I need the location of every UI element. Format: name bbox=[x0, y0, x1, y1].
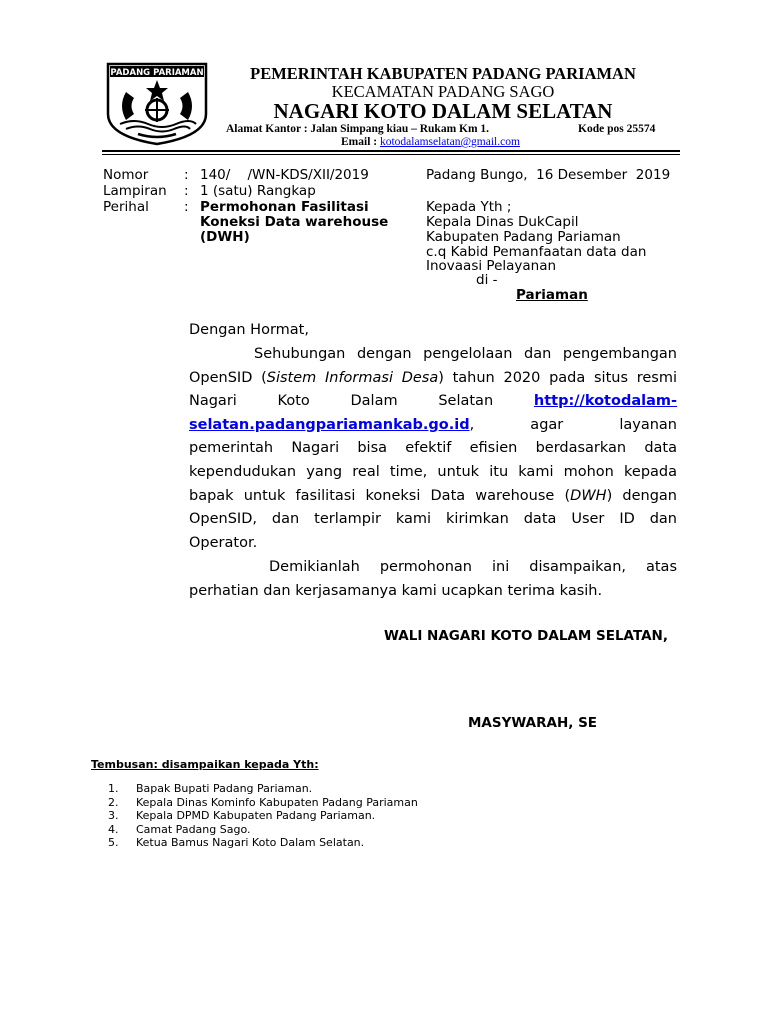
list-item: 4. Camat Padang Sago. bbox=[108, 822, 251, 836]
perihal-label: Perihal bbox=[103, 199, 149, 215]
tembusan-title: Tembusan: disampaikan kepada Yth: bbox=[91, 758, 319, 771]
recipient-place: Pariaman bbox=[516, 287, 588, 303]
recipient-line-4: Inovaasi Pelayanan bbox=[426, 258, 557, 274]
recipient-di: di - bbox=[476, 272, 498, 288]
p2-line-2: perhatian dan kerjasamanya kami ucapkan terima kasih. bbox=[189, 582, 603, 599]
body-paragraph-1 bbox=[189, 343, 677, 555]
body-paragraph-2 bbox=[189, 556, 677, 603]
lampiran-value: 1 (satu) Rangkap bbox=[200, 183, 316, 199]
p1-line-6: kependudukan yang real time, untuk itu kami mohon kepada bbox=[189, 463, 677, 480]
p1-line-8: OpenSID, dan terlampir kami kirimkan data User ID dan bbox=[189, 511, 677, 528]
email-link[interactable]: kotodalamselatan@gmail.com bbox=[379, 136, 520, 148]
list-item: 1. Bapak Bupati Padang Pariaman. bbox=[108, 782, 313, 795]
list-item: 3. Kepala DPMD Kabupaten Padang Pariaman. bbox=[108, 809, 376, 823]
recipient-kepada: Kepada Yth ; bbox=[426, 199, 512, 215]
postal-code: Kode pos 25574 bbox=[578, 123, 656, 135]
recipient-line-1: Kepala Dinas DukCapil bbox=[426, 214, 579, 230]
tembusan-list bbox=[108, 782, 418, 850]
letter-date: Padang Bungo, 16 Desember 2019 bbox=[426, 167, 671, 183]
opensid-expansion: Sistem Informasi Desa bbox=[266, 369, 439, 386]
perihal-colon: : bbox=[184, 199, 189, 215]
p1-line-4: selatan.padangpariamankab.go.id, agar layanan bbox=[189, 416, 677, 433]
signatory-name: MASYWARAH, SE bbox=[468, 715, 598, 731]
perihal-line-1: Permohonan Fasilitasi bbox=[200, 199, 369, 215]
perihal-line-2: Koneksi Data warehouse bbox=[200, 214, 389, 230]
p1-line-2: OpenSID (Sistem Informasi Desa) tahun 2020 pada situs resmi bbox=[189, 369, 677, 386]
nomor-value: 140/ /WN-KDS/XII/2019 bbox=[200, 167, 369, 183]
p1-line-9: Operator. bbox=[189, 534, 258, 551]
letterhead-line-1: PEMERINTAH KABUPATEN PADANG PARIAMAN bbox=[250, 64, 636, 83]
p2-line-1: Demikianlah permohonan ini disampaikan, atas bbox=[269, 559, 677, 575]
email-line bbox=[341, 136, 520, 148]
office-address: Alamat Kantor : Jalan Simpang kiau – Rukam Km 1. bbox=[226, 123, 490, 135]
dwh-abbr: DWH bbox=[570, 487, 607, 504]
logo-text: PADANG PARIAMAN bbox=[110, 68, 204, 78]
p1-line-5: pemerintah Nagari bisa efektif efisien berdasarkan data bbox=[189, 440, 677, 457]
list-item: 2. Kepala Dinas Kominfo Kabupaten Padang Pariaman bbox=[108, 795, 418, 809]
website-link-part-2[interactable]: selatan.padangpariamankab.go.id bbox=[189, 416, 470, 433]
email-label: Email : bbox=[341, 136, 378, 148]
letterhead-line-3: NAGARI KOTO DALAM SELATAN bbox=[273, 99, 613, 123]
perihal-line-3: (DWH) bbox=[200, 229, 250, 245]
nomor-label: Nomor bbox=[103, 167, 149, 183]
p1-line-3: Nagari Koto Dalam Selatan http://kotodalam- bbox=[189, 393, 678, 410]
recipient-line-3: c.q Kabid Pemanfaatan data dan bbox=[426, 244, 647, 260]
list-item: 5. Ketua Bamus Nagari Koto Dalam Selatan. bbox=[108, 836, 365, 850]
letterhead-rule-thick bbox=[102, 150, 680, 152]
greeting: Dengan Hormat, bbox=[189, 322, 309, 338]
p1-line-7: bapak untuk fasilitasi koneksi Data warehouse (DWH) dengan bbox=[189, 487, 677, 504]
p1-line-1: Sehubungan dengan pengelolaan dan pengembangan bbox=[254, 346, 677, 362]
website-link-part-1[interactable]: http://kotodalam- bbox=[533, 393, 678, 410]
letterhead-line-2: KECAMATAN PADANG SAGO bbox=[331, 82, 555, 101]
lampiran-label: Lampiran bbox=[103, 183, 167, 199]
nomor-colon: : bbox=[184, 167, 189, 183]
letterhead-rule-thin bbox=[102, 154, 680, 155]
lampiran-colon: : bbox=[184, 183, 189, 199]
signature-title: WALI NAGARI KOTO DALAM SELATAN, bbox=[384, 628, 668, 644]
recipient-line-2: Kabupaten Padang Pariaman bbox=[426, 229, 621, 245]
